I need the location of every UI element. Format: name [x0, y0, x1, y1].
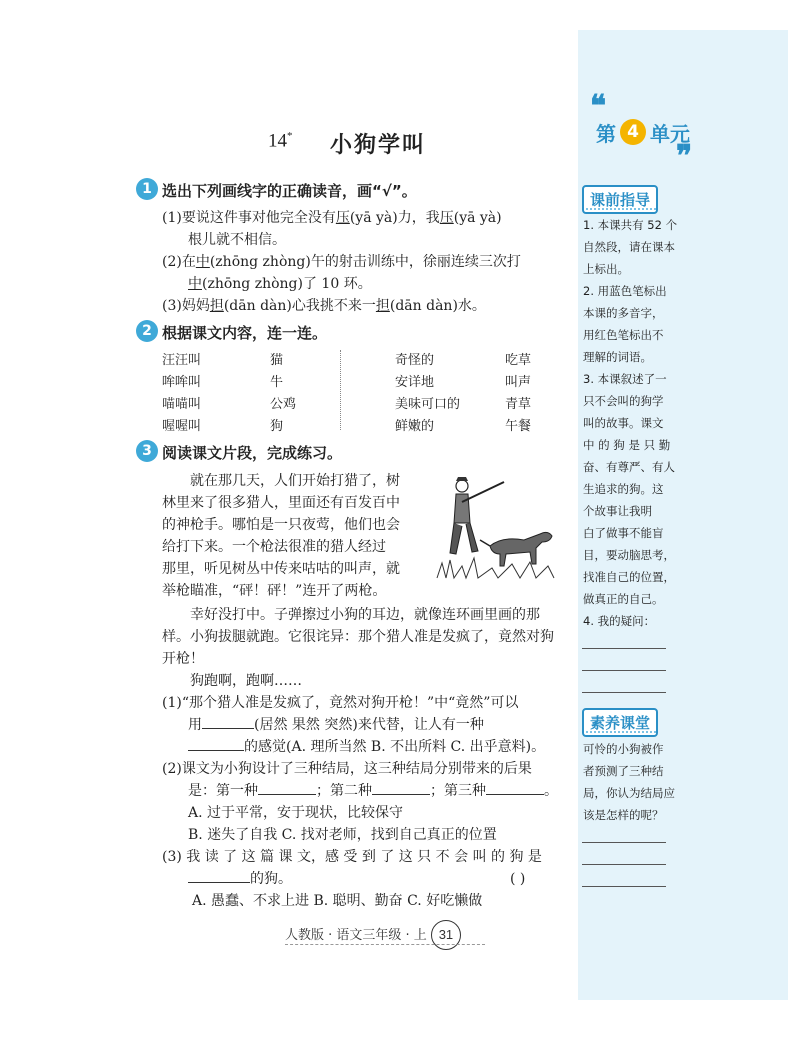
q3-sub1-line1: (1)“那个猎人准是发疯了，竟然对狗开枪！”中“竟然”可以	[162, 695, 519, 711]
q3-sub3-options: A. 愚蠢、不求上进 B. 聪明、勤奋 C. 好吃懒做	[192, 893, 483, 909]
quote-close-icon: ❞	[676, 139, 693, 174]
question-3-heading: 阅读课文片段，完成练习。	[162, 444, 343, 462]
answer-blank[interactable]	[372, 780, 430, 795]
q3-sub2-line2: 是：第一种 ；第二种 ；第三种 。	[188, 780, 558, 802]
answer-line[interactable]	[582, 648, 666, 649]
q3-sub2-option-a: A. 过于平常，安于现状，比较保守	[188, 805, 404, 821]
match-left-col-b: 猫 牛 公鸡 狗	[270, 353, 297, 434]
answer-line[interactable]	[582, 886, 666, 887]
question-1-heading: 选出下列画线字的正确读音，画“√”。	[162, 182, 417, 200]
hunter-dog-illustration	[432, 468, 560, 583]
sidebar-notes-2: 可怜的小狗被作 者预测了三种结 局，你认为结局应 该是怎样的呢？	[583, 742, 675, 822]
question-3-badge: 3	[136, 440, 158, 462]
answer-blank[interactable]	[486, 780, 544, 795]
q3-sub1-line3: 的感觉(A. 理所当然 B. 不出所料 C. 出乎意料)。	[188, 736, 545, 758]
answer-blank[interactable]	[188, 868, 250, 883]
passage-paragraph-2: 幸好没打中。子弹擦过小狗的耳边，就像连环画里画的那 样。小狗拔腿就跑。它很诧异：那个猎人准是发疯了，竟然对狗 开枪！	[162, 607, 554, 667]
question-1-badge: 1	[136, 178, 158, 200]
page-footer: 人教版 · 语文三年级 · 上 31	[285, 920, 461, 950]
q3-sub2-line1: (2)课文为小狗设计了三种结局，这三种结局分别带来的后果	[162, 761, 532, 777]
section-tag-preview: 课前指导	[582, 185, 658, 214]
sidebar-notes: 1. 本课共有 52 个 自然段，请在课本 上标出。 2. 用蓝色笔标出 本课的多音字， 用红色笔标出不 理解的词语。 3. 本课叙述了一 只不会叫的狗学 叫的故事。课文 中 的 狗 是 只 勤 奋、有尊严、有人 生追求的狗。这 个故事让我明 白了做事不能盲 目，要动脑思考， 找准自己的位置， 做真正的自己。 4. 我的疑问：	[583, 218, 678, 628]
answer-line[interactable]	[582, 670, 666, 671]
q3-sub3-line1: (3) 我 读 了 这 篇 课 文，感 受 到 了 这 只 不 会 叫 的 狗 是	[162, 849, 542, 865]
lesson-number: 14*	[268, 130, 293, 152]
q1-item-1-cont: 根儿就不相信。	[188, 232, 286, 248]
dotted-rule	[586, 731, 656, 733]
answer-blank[interactable]	[202, 714, 254, 729]
section-tag-literacy: 素养课堂	[582, 708, 658, 737]
q1-item-2-cont: 中(zhōng zhòng)了 10 环。	[188, 276, 372, 292]
question-2-badge: 2	[136, 320, 158, 342]
match-divider	[340, 350, 341, 430]
q1-item-2: (2)在中(zhōng zhòng)午的射击训练中，徐丽连续三次打	[162, 254, 521, 270]
dotted-rule	[586, 208, 656, 210]
match-left-col-a: 汪汪叫 哞哞叫 喵喵叫 喔喔叫	[162, 353, 202, 434]
passage-paragraph-1: 就在那几天，人们开始打猎了，树 林里来了很多猎人，里面还有百发百中 的神枪手。哪怕是一只夜莺，他们也会 给打下来。一个枪法很准的猎人经过 那里，听见树丛中传来咕咕的叫声，就 举枪瞄准，“砰！砰！”连开了两枪。	[162, 473, 400, 599]
q1-item-1: (1)要说这件事对他完全没有压(yā yà)力，我压(yā yà)	[162, 210, 502, 226]
q3-sub2-option-bc: B. 迷失了自我 C. 找对老师，找到自己真正的位置	[188, 827, 497, 843]
answer-blank[interactable]	[188, 736, 244, 751]
answer-line[interactable]	[582, 692, 666, 693]
page-title: 小狗学叫	[330, 133, 427, 158]
passage-paragraph-3: 狗跑啊，跑啊……	[190, 673, 302, 689]
answer-paren[interactable]: ( )	[510, 871, 526, 887]
q1-item-3: (3)妈妈担(dān dàn)心我挑不来一担(dān dàn)水。	[162, 298, 486, 314]
question-2-heading: 根据课文内容，连一连。	[162, 324, 328, 342]
footer-rule	[285, 944, 485, 945]
answer-line[interactable]	[582, 842, 666, 843]
q3-sub1-line2: 用 (居然 果然 突然)来代替，让人有一种	[188, 714, 484, 736]
answer-line[interactable]	[582, 864, 666, 865]
match-right-col-b: 吃草 叫声 青草 午餐	[505, 353, 532, 434]
quote-open-icon: ❝	[590, 89, 607, 124]
answer-blank[interactable]	[258, 780, 316, 795]
page-number: 31	[431, 920, 461, 950]
match-right-col-a: 奇怪的 安详地 美味可口的 鲜嫩的	[395, 353, 461, 434]
q3-sub3-line2: 的狗。	[188, 868, 292, 890]
unit-badge: 第 4 单元	[596, 112, 704, 152]
